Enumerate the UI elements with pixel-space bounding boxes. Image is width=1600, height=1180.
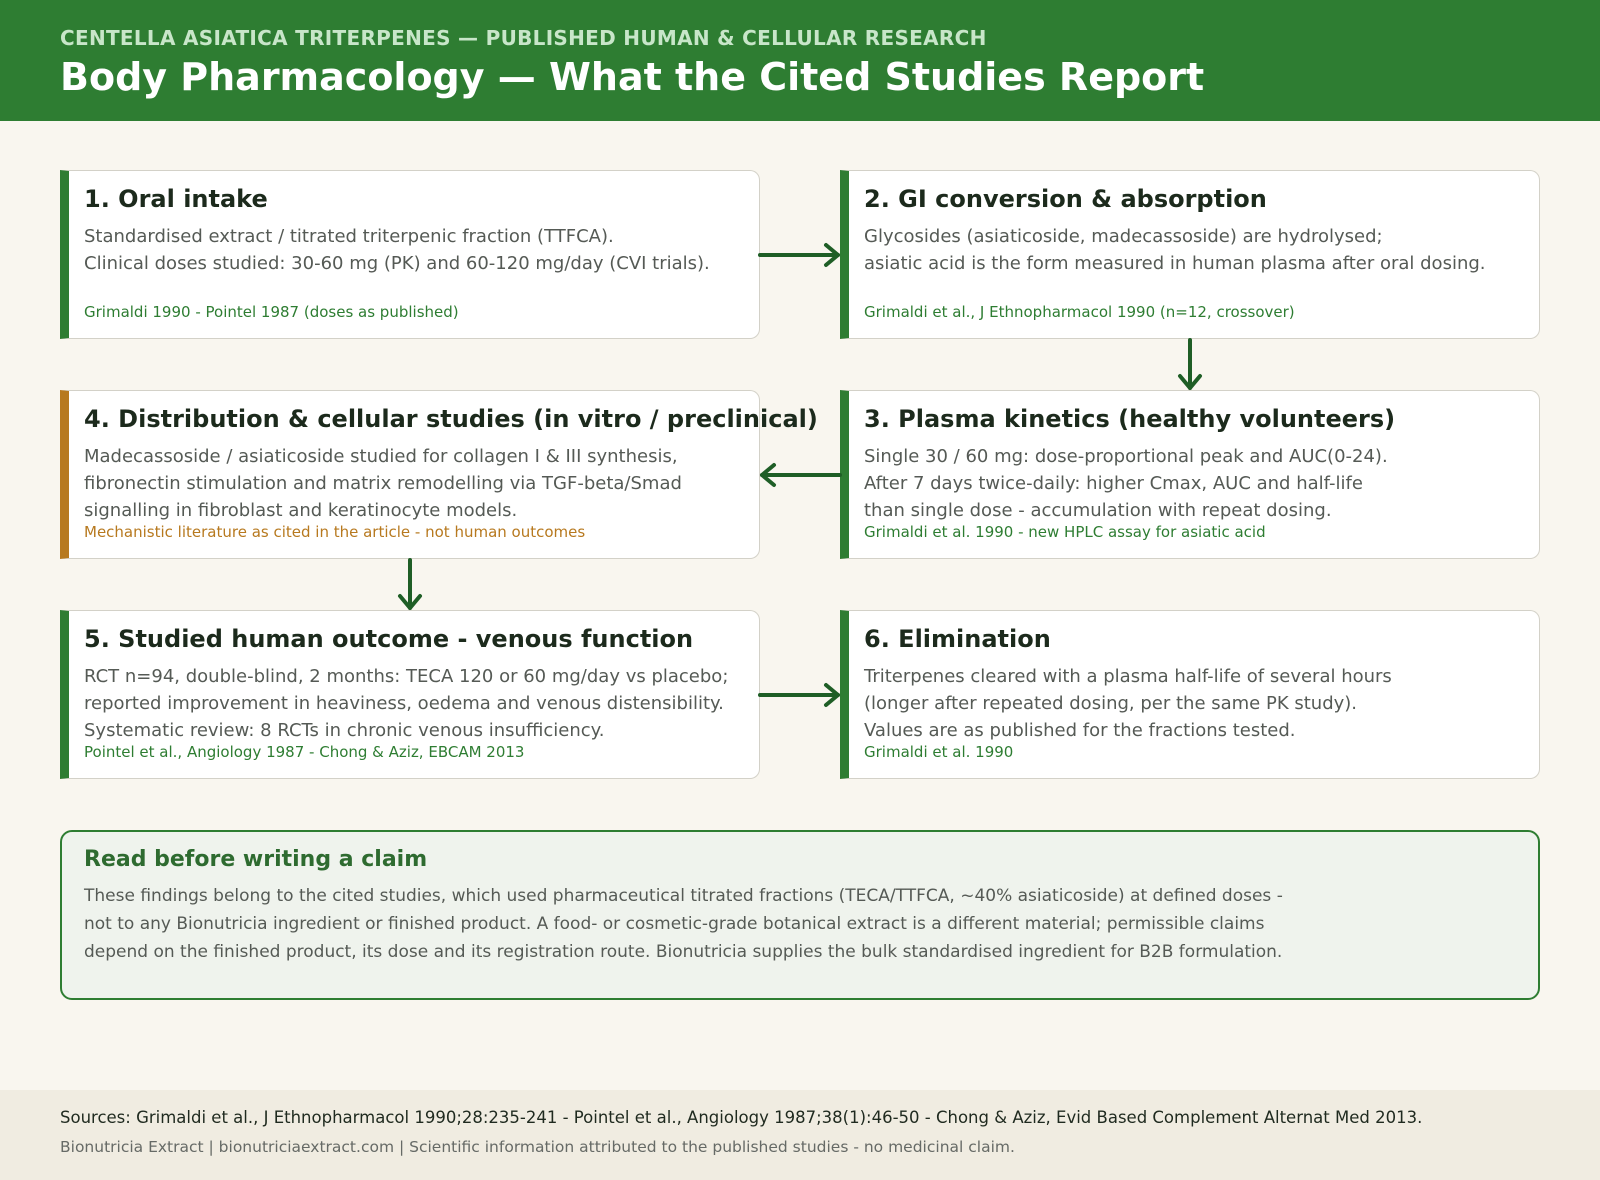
step-line: Triterpenes cleared with a plasma half-life of several hours bbox=[864, 666, 1392, 687]
step-line: After 7 days twice-daily: higher Cmax, AUC and half-life bbox=[864, 473, 1363, 494]
step-title: 1. Oral intake bbox=[84, 185, 268, 213]
footer-brand-line: Bionutricia Extract | bionutriciaextract.com | Scientific information attributed to the published studies - no medicinal claim. bbox=[60, 1138, 1015, 1156]
arrow-1-to-2 bbox=[760, 245, 838, 265]
step-citation: Grimaldi 1990 - Pointel 1987 (doses as published) bbox=[84, 303, 459, 321]
step-citation: Grimaldi et al. 1990 bbox=[864, 743, 1014, 761]
step-description bbox=[864, 223, 1486, 277]
step-title: 4. Distribution & cellular studies (in vitro / preclinical) bbox=[84, 405, 818, 433]
step-line: Madecassoside / asiaticoside studied for collagen I & III synthesis, bbox=[84, 446, 678, 467]
step-line: Systematic review: 8 RCTs in chronic venous insufficiency. bbox=[84, 720, 605, 741]
step-title: 3. Plasma kinetics (healthy volunteers) bbox=[864, 405, 1396, 433]
step-description bbox=[864, 443, 1388, 524]
step-citation: Mechanistic literature as cited in the article - not human outcomes bbox=[84, 523, 586, 541]
note-title: Read before writing a claim bbox=[84, 847, 428, 872]
step-line: signalling in fibroblast and keratinocyte models. bbox=[84, 500, 518, 521]
step-line: Values are as published for the fractions tested. bbox=[864, 720, 1296, 741]
page-footer bbox=[0, 1090, 1600, 1180]
step-description bbox=[864, 663, 1392, 744]
step-line: reported improvement in heaviness, oedema and venous distensibility. bbox=[84, 693, 724, 714]
footer-sources: Sources: Grimaldi et al., J Ethnopharmacol 1990;28:235-241 - Pointel et al., Angiology 1987;38(1):46-50 - Chong & Aziz, Evid Based Complement Alternat Med 2013. bbox=[60, 1108, 1423, 1127]
step-card-distribution bbox=[60, 390, 818, 559]
arrow-2-to-3 bbox=[1180, 340, 1200, 388]
step-title: 2. GI conversion & absorption bbox=[864, 185, 1267, 213]
step-citation: Grimaldi et al. 1990 - new HPLC assay for asiatic acid bbox=[864, 523, 1266, 541]
page-header bbox=[0, 0, 1600, 121]
step-line: asiatic acid is the form measured in human plasma after oral dosing. bbox=[864, 253, 1486, 274]
step-description bbox=[84, 443, 682, 524]
step-line: Single 30 / 60 mg: dose-proportional peak and AUC(0-24). bbox=[864, 446, 1388, 467]
step-title: 5. Studied human outcome - venous function bbox=[84, 625, 694, 653]
claim-note-box bbox=[60, 830, 1540, 1000]
step-card-venous-outcome bbox=[60, 610, 760, 779]
note-line: These findings belong to the cited studies, which used pharmaceutical titrated fractions (TECA/TTFCA, ~40% asiaticoside) at defined doses - bbox=[84, 886, 1283, 906]
step-line: Standardised extract / titrated triterpenic fraction (TTFCA). bbox=[84, 226, 614, 247]
step-line: fibronectin stimulation and matrix remodelling via TGF-beta/Smad bbox=[84, 473, 682, 494]
step-card-oral-intake bbox=[60, 170, 760, 339]
step-line: Clinical doses studied: 30-60 mg (PK) and 60-120 mg/day (CVI trials). bbox=[84, 253, 710, 274]
step-citation: Grimaldi et al., J Ethnopharmacol 1990 (n=12, crossover) bbox=[864, 303, 1295, 321]
step-citation: Pointel et al., Angiology 1987 - Chong & Aziz, EBCAM 2013 bbox=[84, 743, 525, 761]
arrow-5-to-6 bbox=[760, 685, 838, 705]
step-line: Glycosides (asiaticoside, madecassoside) are hydrolysed; bbox=[864, 226, 1383, 247]
arrow-3-to-4 bbox=[762, 465, 840, 485]
note-body bbox=[84, 882, 1283, 966]
step-line: than single dose - accumulation with repeat dosing. bbox=[864, 500, 1332, 521]
arrow-4-to-5 bbox=[400, 560, 420, 608]
step-description bbox=[84, 223, 710, 277]
step-card-plasma-kinetics bbox=[840, 390, 1540, 559]
step-description bbox=[84, 663, 728, 744]
step-line: (longer after repeated dosing, per the same PK study). bbox=[864, 693, 1358, 714]
note-line: depend on the finished product, its dose and its registration route. Bionutricia supplies the bulk standardised ingredient for B2B formulation. bbox=[84, 942, 1283, 962]
page-eyebrow: CENTELLA ASIATICA TRITERPENES — PUBLISHED HUMAN & CELLULAR RESEARCH bbox=[60, 26, 987, 50]
note-line: not to any Bionutricia ingredient or finished product. A food- or cosmetic-grade botanical extract is a different material; permissible claims bbox=[84, 914, 1265, 934]
step-card-elimination bbox=[840, 610, 1540, 779]
step-card-gi-conversion bbox=[840, 170, 1540, 339]
page-title: Body Pharmacology — What the Cited Studies Report bbox=[60, 55, 1205, 99]
step-line: RCT n=94, double-blind, 2 months: TECA 120 or 60 mg/day vs placebo; bbox=[84, 666, 729, 687]
step-title: 6. Elimination bbox=[864, 625, 1051, 653]
